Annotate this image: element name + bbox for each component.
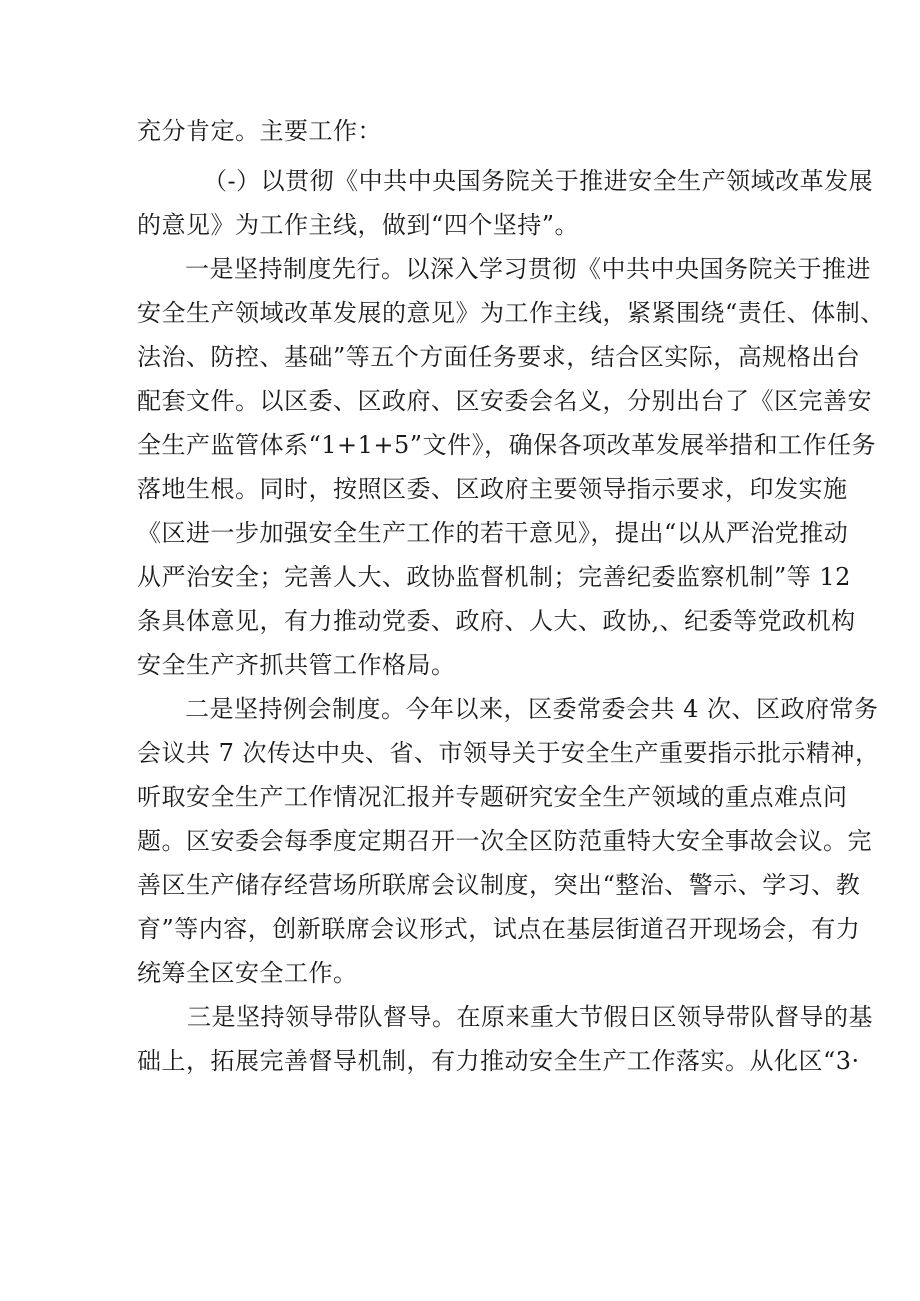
paragraph-line: 二是坚持例会制度。今年以来，区委常委会共 4 次、区政府常务 [185,695,879,723]
text-line: 充分肯定。主要工作： [137,117,382,145]
paragraph-line: 础上，拓展完善督导机制，有力推动安全生产工作落实。从化区“3· [137,1047,860,1075]
paragraph-line: 听取安全生产工作情况汇报并专题研究安全生产领域的重点难点问 [137,783,848,811]
paragraph-line: 全生产监管体系“1+1+5”文件》，确保各项改革发展举措和工作任务 [137,431,877,459]
paragraph-line: 会议共 7 次传达中央、省、市领导关于安全生产重要指示批示精神， [137,739,880,767]
section-heading-line: （-）以贯彻《中共中央国务院关于推进安全生产领域改革发展 [203,167,874,195]
paragraph-line: 题。区安委会每季度定期召开一次全区防范重特大安全事故会议。完 [137,827,872,855]
paragraph-line: 统筹全区安全工作。 [137,959,358,987]
paragraph-line: 善区生产储存经营场所联席会议制度，突出“整治、警示、学习、教 [137,871,861,899]
paragraph-line: 配套文件。以区委、区政府、区安委会名义，分别出台了《区完善安 [137,387,872,415]
paragraph-line: 一是坚持制度先行。以深入学习贯彻《中共中央国务院关于推进 [185,255,871,283]
paragraph-line: 育”等内容，创新联席会议形式，试点在基层街道召开现场会，有力 [137,915,861,943]
paragraph-line: 条具体意见，有力推动党委、政府、人大、政协,、纪委等党政机构 [137,607,856,635]
paragraph-line: 安全生产齐抓共管工作格局。 [137,651,456,679]
paragraph-line: 安全生产领域改革发展的意见》为工作主线，紧紧围绕“责任、体制、 [137,299,885,327]
section-heading-line: 的意见》为工作主线，做到“四个坚持”。 [137,211,580,239]
paragraph-line: 从严治安全；完善人大、政协监督机制；完善纪委监察机制”等 12 [137,563,851,591]
paragraph-line: 三是坚持领导带队督导。在原来重大节假日区领导带队督导的基 [187,1003,873,1031]
paragraph-line: 《区进一步加强安全生产工作的若干意见》，提出“以从严治党推动 [137,519,849,547]
paragraph-line: 法治、防控、基础”等五个方面任务要求，结合区实际，高规格出台 [137,343,861,371]
paragraph-line: 落地生根。同时，按照区委、区政府主要领导指示要求，印发实施 [137,475,848,503]
